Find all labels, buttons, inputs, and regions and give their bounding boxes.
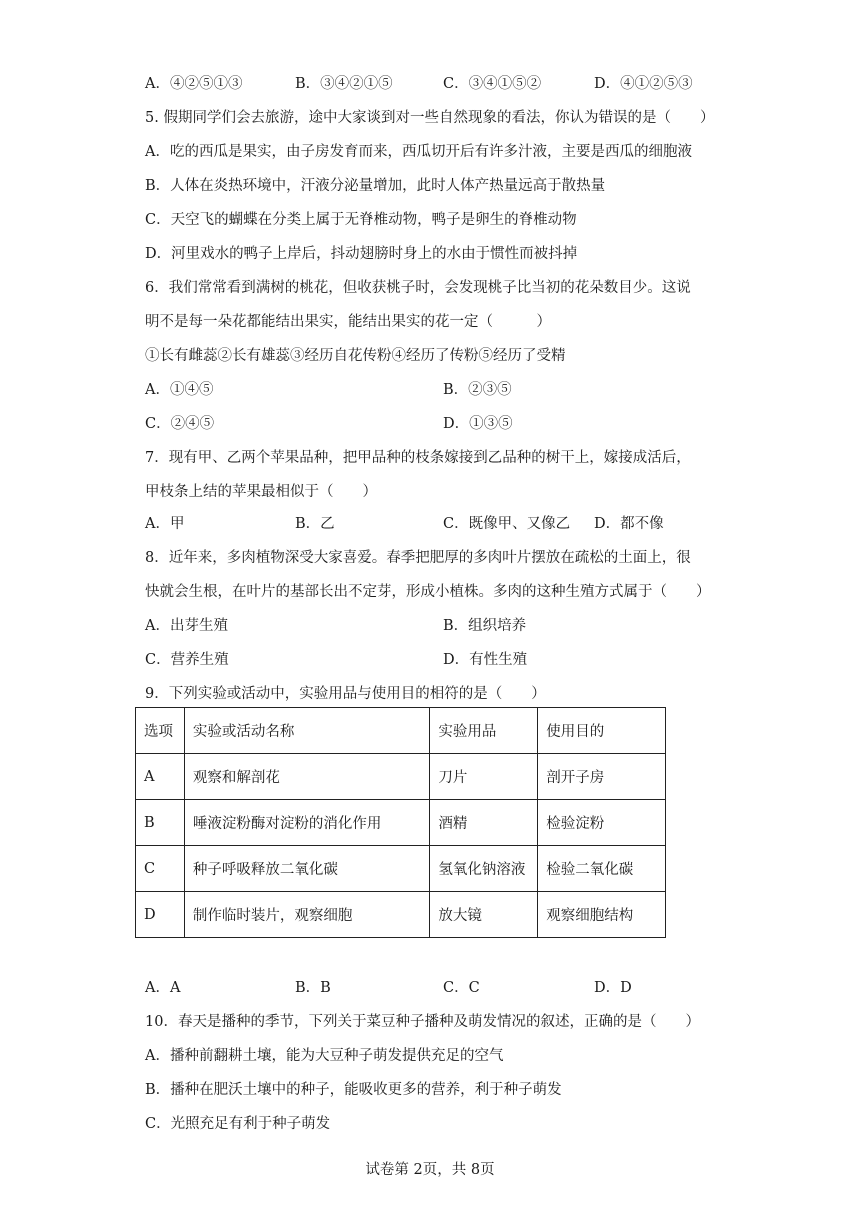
table-cell: 唾液淀粉酶对淀粉的消化作用 xyxy=(184,800,430,846)
table-header-cell: 使用目的 xyxy=(538,708,666,754)
q6-stem-line1: 6．我们常常看到满树的桃花，但收获桃子时，会发现桃子比当初的花朵数目少。这说 xyxy=(145,280,691,296)
q5-option-c: C．天空飞的蝴蝶在分类上属于无脊椎动物，鸭子是卵生的脊椎动物 xyxy=(145,212,577,228)
table-cell: 放大镜 xyxy=(430,892,538,938)
q4-option-d: D．④①②⑤③ xyxy=(594,76,693,92)
table-cell: B xyxy=(136,800,185,846)
q9-option-b: B．B xyxy=(295,980,331,996)
q8-option-a: A．出芽生殖 xyxy=(145,618,228,634)
table-cell: 制作临时装片，观察细胞 xyxy=(184,892,430,938)
q8-stem-line2: 快就会生根，在叶片的基部长出不定芽，形成小植株。多肉的这种生殖方式属于（ ） xyxy=(145,584,711,600)
q7-option-d: D．都不像 xyxy=(594,516,664,532)
q9-table xyxy=(135,707,666,938)
table-cell: 观察和解剖花 xyxy=(184,754,430,800)
q4-option-c: C．③④①⑤② xyxy=(443,76,542,92)
table-row xyxy=(136,846,666,892)
q8-option-b: B．组织培养 xyxy=(443,618,527,634)
table-cell: D xyxy=(136,892,185,938)
page-footer: 试卷第 2页，共 8页 xyxy=(365,1162,495,1178)
q9-option-a: A．A xyxy=(145,980,181,996)
q5-option-a: A．吃的西瓜是果实，由子房发育而来，西瓜切开后有许多汁液，主要是西瓜的细胞液 xyxy=(145,144,692,160)
table-row xyxy=(136,892,666,938)
q10-option-b: B．播种在肥沃土壤中的种子，能吸收更多的营养，利于种子萌发 xyxy=(145,1082,562,1098)
table-cell: 种子呼吸释放二氧化碳 xyxy=(184,846,430,892)
q6-option-c: C．②④⑤ xyxy=(145,416,215,432)
table-header-row xyxy=(136,708,666,754)
q10-option-c: C．光照充足有利于种子萌发 xyxy=(145,1116,331,1132)
q9-option-c: C．C xyxy=(443,980,480,996)
table-cell: 检验淀粉 xyxy=(538,800,666,846)
table-header-cell: 实验或活动名称 xyxy=(184,708,430,754)
q5-option-d: D．河里戏水的鸭子上岸后，抖动翅膀时身上的水由于惯性而被抖掉 xyxy=(145,246,578,262)
q9-stem: 9．下列实验或活动中，实验用品与使用目的相符的是（ ） xyxy=(145,686,546,702)
q7-option-a: A．甲 xyxy=(145,516,185,532)
q7-stem-line1: 7．现有甲、乙两个苹果品种，把甲品种的枝条嫁接到乙品种的树干上，嫁接成活后， xyxy=(145,450,691,466)
table-cell: 观察细胞结构 xyxy=(538,892,666,938)
q6-option-b: B．②③⑤ xyxy=(443,382,512,398)
q7-stem-line2: 甲枝条上结的苹果最相似于（ ） xyxy=(145,484,377,500)
table-header-cell: 选项 xyxy=(136,708,185,754)
q6-option-d: D．①③⑤ xyxy=(443,416,513,432)
table-cell: A xyxy=(136,754,185,800)
q4-option-b: B．③④②①⑤ xyxy=(295,76,393,92)
table-cell: 氢氧化钠溶液 xyxy=(430,846,538,892)
q10-stem: 10．春天是播种的季节，下列关于菜豆种子播种及萌发情况的叙述，正确的是（ ） xyxy=(145,1014,700,1030)
q10-option-a: A．播种前翻耕土壤，能为大豆种子萌发提供充足的空气 xyxy=(145,1048,504,1064)
table-cell: C xyxy=(136,846,185,892)
q7-option-c: C．既像甲、又像乙 xyxy=(443,516,571,532)
table-cell: 检验二氧化碳 xyxy=(538,846,666,892)
table-row xyxy=(136,800,666,846)
q5-option-b: B．人体在炎热环境中，汗液分泌量增加，此时人体产热量远高于散热量 xyxy=(145,178,606,194)
q6-stem-line2: 明不是每一朵花都能结出果实，能结出果实的花一定（ ） xyxy=(145,314,551,330)
q7-option-b: B．乙 xyxy=(295,516,335,532)
q6-statements: ①长有雌蕊②长有雄蕊③经历自花传粉④经历了传粉⑤经历了受精 xyxy=(145,348,566,364)
table-cell: 酒精 xyxy=(430,800,538,846)
table-row xyxy=(136,754,666,800)
q4-option-a: A．④②⑤①③ xyxy=(145,76,243,92)
q9-option-d: D．D xyxy=(594,980,632,996)
q8-stem-line1: 8．近年来，多肉植物深受大家喜爱。春季把肥厚的多肉叶片摆放在疏松的土面上，很 xyxy=(145,550,691,566)
q6-option-a: A．①④⑤ xyxy=(145,382,214,398)
table-cell: 剖开子房 xyxy=(538,754,666,800)
table-header-cell: 实验用品 xyxy=(430,708,538,754)
q8-option-c: C．营养生殖 xyxy=(145,652,229,668)
q8-option-d: D．有性生殖 xyxy=(443,652,528,668)
table-cell: 刀片 xyxy=(430,754,538,800)
q5-stem: 5. 假期同学们会去旅游，途中大家谈到对一些自然现象的看法，你认为错误的是（ ） xyxy=(145,110,715,126)
